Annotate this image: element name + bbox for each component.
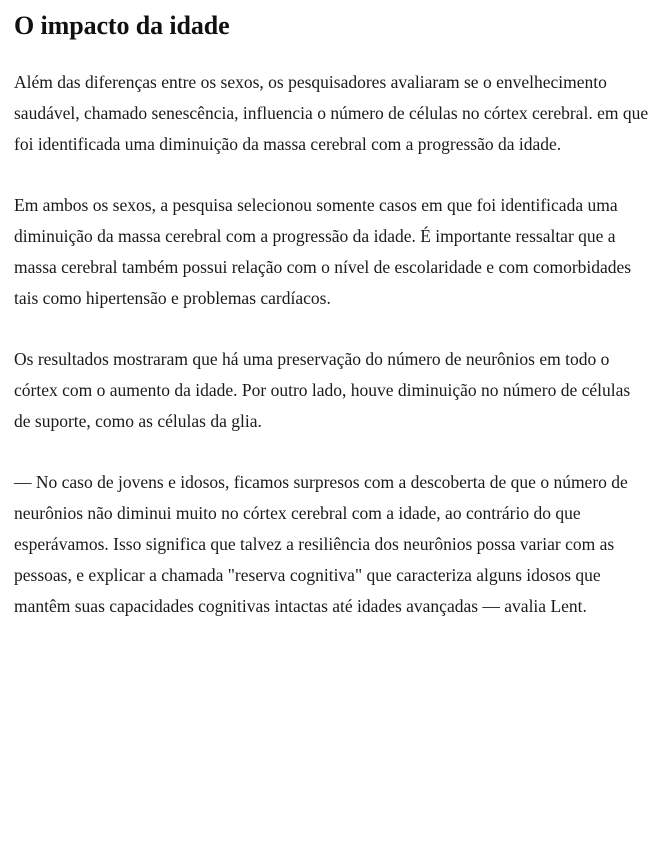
article-paragraph: — No caso de jovens e idosos, ficamos surpresos com a descoberta de que o número de neurônios não diminui muito no córtex cerebral com a idade, ao contrário do que esperávamos. Isso significa que talvez a resiliência dos neurônios possa variar com as pessoas, e explicar a chamada "reserva cognitiva" que caracteriza alguns idosos que mantêm suas capacidades cognitivas intactas até idades avançadas — avalia Lent. bbox=[14, 472, 628, 617]
page-title: O impacto da idade bbox=[14, 11, 230, 40]
article-paragraph: Os resultados mostraram que há uma preservação do número de neurônios em todo o córtex com o aumento da idade. Por outro lado, houve diminuição no número de células de suporte, como as células da glia. bbox=[14, 349, 631, 432]
article-paragraph: Em ambos os sexos, a pesquisa selecionou somente casos em que foi identificada uma diminuição da massa cerebral com a progressão da idade. É importante ressaltar que a massa cerebral também possui relação com o nível de escolaridade e com comorbidades tais como hipertensão e problemas cardíacos. bbox=[14, 195, 632, 309]
article-paragraph: Além das diferenças entre os sexos, os pesquisadores avaliaram se o envelhecimento saudável, chamado senescência, influencia o número de células no córtex cerebral. em que foi identificada uma diminuição da massa cerebral com a progressão da idade. bbox=[14, 72, 649, 155]
